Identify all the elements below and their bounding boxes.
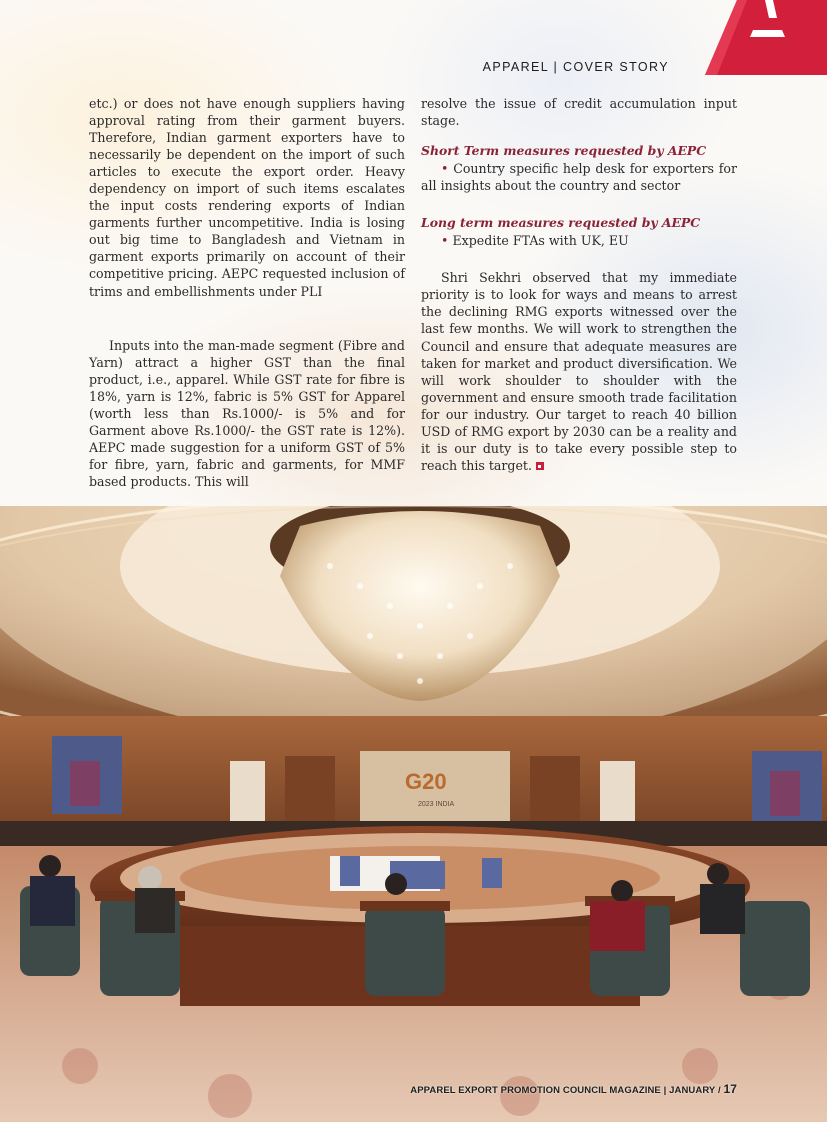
- final-paragraph-text: Shri Sekhri observed that my immediate priority is to look for ways and means to arrest the declining RMG exports witnessed over the last few months. We will work to strengthen the Council and ensure that adequate measures are taken for market and product diversification. We will work shoulder to shoulder with the government and ensure smooth trade facilitation for our industry. Our target to reach 40 billion USD of RMG export by 2030 can be a reality and it is our duty is to take every possible step to reach this target.: [421, 270, 737, 473]
- banner-logo: G20: [405, 769, 447, 794]
- footer-magazine: APPAREL EXPORT PROMOTION COUNCIL MAGAZINE | JANUARY /: [410, 1085, 721, 1096]
- page-number: 17: [723, 1082, 737, 1096]
- section-label: APPAREL | COVER STORY: [482, 60, 669, 74]
- right-paragraph-1: resolve the issue of credit accumulation input stage.: [421, 96, 737, 129]
- g20-conference-photo: [0, 506, 827, 1122]
- left-paragraph-1: etc.) or does not have enough suppliers having approval rating from their garment buyers. Therefore, Indian garment exporters have to necessarily be dependent on the import of such articles to execute the export order. Heavy dependency on import of such items escalates the input costs rendering exports of Indian garments further uncompetitive. India is losing out big time to Bangladesh and Vietnam in garment exports primarily on account of their competitive pricing. AEPC requested inclusion of trims and embellishments under PLI: [89, 96, 405, 299]
- page-footer: [410, 1082, 737, 1096]
- long-term-item: [421, 232, 737, 249]
- end-of-article-icon: [536, 462, 544, 470]
- left-column: [89, 95, 405, 510]
- right-paragraph-final: [421, 269, 737, 474]
- long-term-heading: Long term measures requested by AEPC: [421, 215, 701, 231]
- bullet-icon: •: [441, 233, 449, 249]
- short-term-item-text: Country specific help desk for exporters for all insights about the country and sector: [421, 161, 737, 194]
- right-column: [421, 95, 737, 494]
- short-term-item: [421, 160, 737, 194]
- magazine-logo: [677, 0, 827, 75]
- bullet-icon: •: [441, 161, 449, 177]
- left-paragraph-2: Inputs into the man-made segment (Fibre and Yarn) attract a higher GST than the final product, i.e., apparel. While GST rate for fibre is 18%, yarn is 12%, fabric is 5% GST for Apparel (worth less than Rs.1000/- is 5% and for Garment above Rs.1000/- the GST rate is 12%). AEPC made suggestion for a uniform GST of 5% for fibre, yarn, fabric and garments, for MMF based products. This will: [89, 337, 405, 489]
- banner-sub: 2023 INDIA: [418, 801, 455, 808]
- long-term-item-text: Expedite FTAs with UK, EU: [452, 233, 629, 249]
- short-term-heading: Short Term measures requested by AEPC: [421, 143, 707, 159]
